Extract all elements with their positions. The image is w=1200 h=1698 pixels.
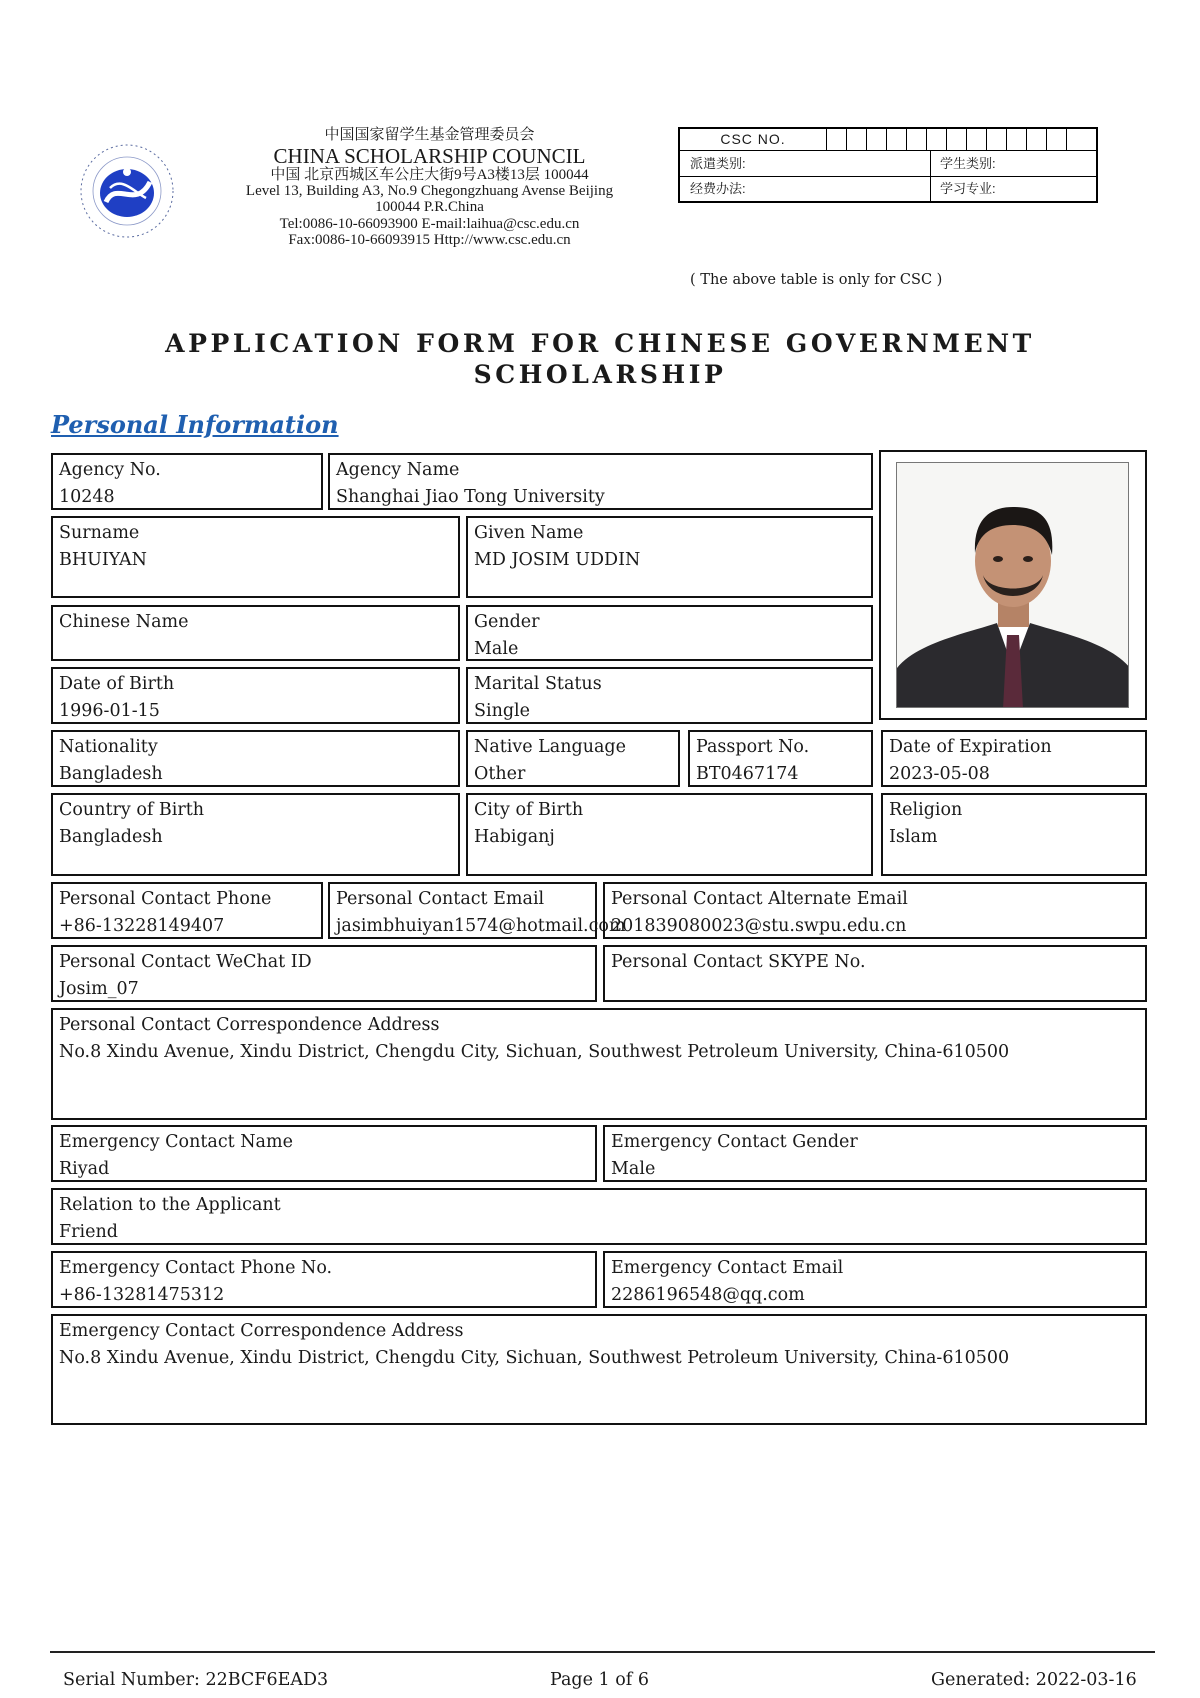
gender-label: Gender [474, 612, 540, 632]
native-language-label: Native Language [474, 737, 626, 757]
emergency-gender-label: Emergency Contact Gender [611, 1132, 858, 1152]
address-english-line1: Level 13, Building A3, No.9 Chegongzhuang Avense Beijing [245, 183, 614, 199]
agency-name-label: Agency Name [336, 460, 460, 480]
field-passport-no [688, 730, 873, 787]
field-agency-no [51, 453, 323, 510]
csc-digit-box[interactable] [1026, 129, 1046, 150]
personal-email-value: jasimbhuiyan1574@hotmail.com [336, 916, 626, 936]
date-of-birth-label: Date of Birth [59, 674, 175, 694]
agency-no-label: Agency No. [59, 460, 161, 480]
given-name-value: MD JOSIM UDDIN [474, 550, 641, 570]
passport-no-label: Passport No. [696, 737, 810, 757]
field-personal-email [328, 882, 626, 939]
city-of-birth-value: Habiganj [474, 827, 555, 847]
date-of-birth-value: 1996-01-15 [59, 701, 160, 721]
agency-no-value: 10248 [59, 487, 115, 507]
emergency-address-value: No.8 Xindu Avenue, Xindu District, Chengdu City, Sichuan, Southwest Petroleum University, China-610500 [59, 1348, 1010, 1368]
personal-email-label: Personal Contact Email [336, 889, 545, 909]
field-skype-no [603, 945, 1147, 1002]
csc-digit-box[interactable] [946, 129, 966, 150]
field-given-name [466, 516, 873, 598]
csc-office-table [678, 127, 1098, 203]
city-of-birth-label: City of Birth [474, 800, 584, 820]
form-title: APPLICATION FORM FOR CHINESE GOVERNMENT SCHOLARSHIP [165, 329, 1035, 389]
personal-alt-email-label: Personal Contact Alternate Email [611, 889, 908, 909]
country-of-birth-label: Country of Birth [59, 800, 205, 820]
field-marital-status [466, 667, 873, 724]
csc-digit-box[interactable] [1046, 129, 1066, 150]
emergency-gender-value: Male [611, 1159, 656, 1179]
nationality-label: Nationality [59, 737, 158, 757]
marital-status-label: Marital Status [474, 674, 602, 694]
passport-no-value: BT0467174 [696, 764, 799, 784]
csc-digit-box[interactable] [966, 129, 986, 150]
date-of-expiration-label: Date of Expiration [889, 737, 1052, 757]
personal-phone-label: Personal Contact Phone [59, 889, 272, 909]
correspondence-address-label: Personal Contact Correspondence Address [59, 1015, 440, 1035]
date-of-expiration-value: 2023-05-08 [889, 764, 990, 784]
section-heading-personal-information: Personal Information [51, 410, 339, 439]
field-relation-to-applicant [51, 1188, 1147, 1245]
address-english-line2: 100044 P.R.China [375, 199, 484, 215]
surname-label: Surname [59, 523, 140, 543]
emergency-name-label: Emergency Contact Name [59, 1132, 293, 1152]
emergency-phone-value: +86-13281475312 [59, 1285, 225, 1305]
csc-no-label: CSC NO. [720, 131, 786, 147]
field-surname [51, 516, 460, 598]
csc-digit-box[interactable] [926, 129, 946, 150]
field-emergency-contact-phone [51, 1251, 597, 1308]
native-language-value: Other [474, 764, 526, 784]
field-personal-alternate-email [603, 882, 1147, 939]
csc-number-row [680, 129, 1096, 151]
funding-method-cell: 经费办法: [690, 181, 746, 196]
field-date-of-expiration [881, 730, 1147, 787]
csc-digit-box[interactable] [1006, 129, 1026, 150]
relation-label: Relation to the Applicant [59, 1195, 281, 1215]
dispatch-type-cell: 派遣类别: [690, 156, 746, 171]
correspondence-address-value: No.8 Xindu Avenue, Xindu District, Chengdu City, Sichuan, Southwest Petroleum University, China-610500 [59, 1042, 1010, 1062]
nationality-value: Bangladesh [59, 764, 163, 784]
footer-page-number: Page 1 of 6 [550, 1670, 649, 1690]
wechat-id-value: Josim_07 [59, 979, 139, 999]
csc-digit-box[interactable] [1066, 129, 1086, 150]
field-city-of-birth [466, 793, 873, 876]
religion-value: Islam [889, 827, 938, 847]
csc-digit-box[interactable] [986, 129, 1006, 150]
field-gender [466, 605, 873, 661]
person-portrait-icon [897, 463, 1129, 708]
field-emergency-contact-gender [603, 1125, 1147, 1182]
chinese-name-label: Chinese Name [59, 612, 189, 632]
field-personal-phone [51, 882, 323, 939]
skype-no-label: Personal Contact SKYPE No. [611, 952, 866, 972]
major-cell: 学习专业: [940, 181, 996, 196]
wechat-id-label: Personal Contact WeChat ID [59, 952, 312, 972]
csc-table-note: ( The above table is only for CSC ) [690, 272, 943, 288]
personal-alt-email-value: 201839080023@stu.swpu.edu.cn [611, 916, 907, 936]
csc-emblem-icon [76, 140, 178, 242]
emergency-email-label: Emergency Contact Email [611, 1258, 844, 1278]
emergency-email-value: 2286196548@qq.com [611, 1285, 805, 1305]
org-name-english: CHINA SCHOLARSHIP COUNCIL [273, 144, 586, 168]
gender-value: Male [474, 639, 519, 659]
csc-logo [76, 140, 178, 242]
country-of-birth-value: Bangladesh [59, 827, 163, 847]
contact-fax-web: Fax:0086-10-66093915 Http://www.csc.edu.cn [288, 232, 571, 248]
csc-digit-box[interactable] [826, 129, 846, 150]
personal-phone-value: +86-13228149407 [59, 916, 225, 936]
csc-digit-box[interactable] [906, 129, 926, 150]
emergency-name-value: Riyad [59, 1159, 110, 1179]
field-emergency-contact-name [51, 1125, 597, 1182]
field-correspondence-address [51, 1008, 1147, 1120]
student-type-cell: 学生类别: [940, 156, 996, 171]
field-native-language [466, 730, 680, 787]
field-religion [881, 793, 1147, 876]
marital-status-value: Single [474, 701, 531, 721]
contact-tel-email: Tel:0086-10-66093900 E-mail:laihua@csc.edu.cn [279, 216, 580, 232]
field-agency-name [328, 453, 873, 510]
field-emergency-contact-email [603, 1251, 1147, 1308]
religion-label: Religion [889, 800, 963, 820]
field-country-of-birth [51, 793, 460, 876]
relation-value: Friend [59, 1222, 118, 1242]
agency-name-value: Shanghai Jiao Tong University [336, 487, 605, 507]
field-emergency-address [51, 1314, 1147, 1425]
field-nationality [51, 730, 460, 787]
given-name-label: Given Name [474, 523, 584, 543]
csc-digit-box[interactable] [846, 129, 866, 150]
address-chinese: 中国 北京西城区车公庄大街9号A3楼13层 100044 [270, 167, 589, 183]
footer-serial-number: Serial Number: 22BCF6EAD3 [63, 1670, 329, 1690]
applicant-photo-frame [879, 450, 1147, 720]
field-wechat-id [51, 945, 597, 1002]
applicant-photo [896, 462, 1129, 708]
emergency-address-label: Emergency Contact Correspondence Address [59, 1321, 464, 1341]
surname-value: BHUIYAN [59, 550, 147, 570]
footer-divider [50, 1651, 1155, 1653]
field-chinese-name [51, 605, 460, 661]
emergency-phone-label: Emergency Contact Phone No. [59, 1258, 333, 1278]
footer-generated-date: Generated: 2022-03-16 [931, 1670, 1137, 1690]
csc-digit-box[interactable] [886, 129, 906, 150]
org-name-chinese: 中国国家留学生基金管理委员会 [324, 125, 535, 143]
field-date-of-birth [51, 667, 460, 724]
csc-digit-box[interactable] [866, 129, 886, 150]
